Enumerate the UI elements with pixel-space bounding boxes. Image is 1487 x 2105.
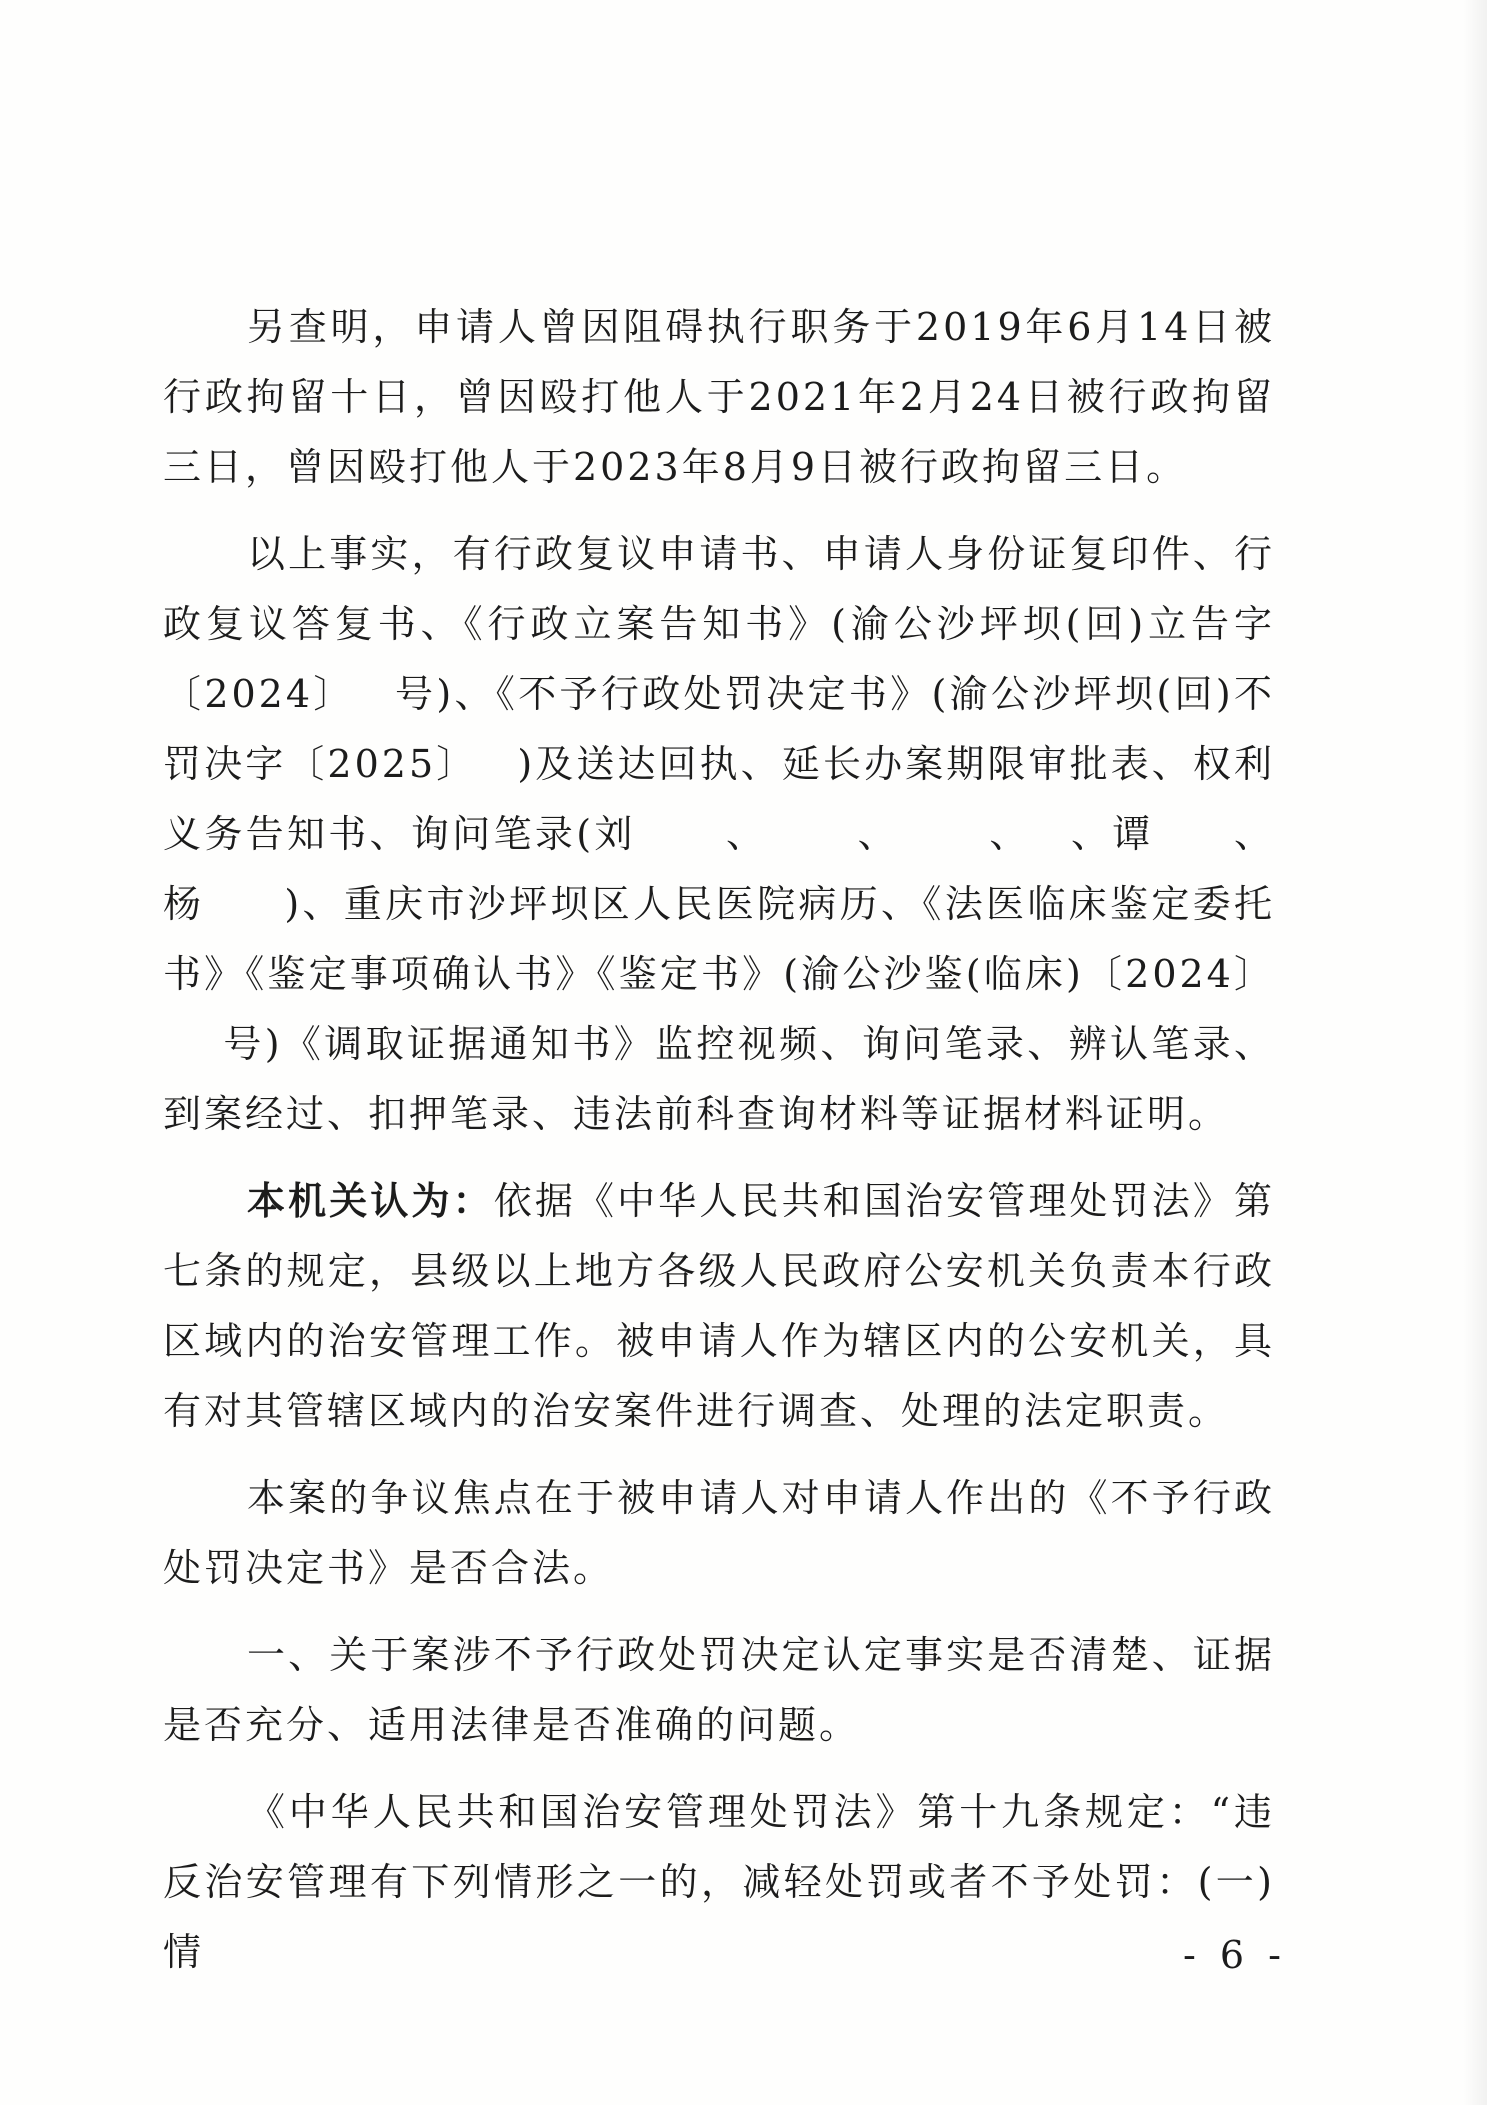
paragraph-evidence-list — [163, 519, 1275, 1149]
document-body — [163, 292, 1275, 2004]
redacted-area — [163, 1024, 223, 1072]
evidence-text-part: )、重庆市沙坪坝区人民医院病历、《法医临床鉴定委托书》《鉴定事项确认书》《鉴定书》(渝公沙鉴(临床)〔2024〕 — [163, 882, 1275, 996]
redacted-area — [477, 744, 517, 792]
evidence-text-part: 号)、《不予行政处罚决定书》(渝公沙坪坝(回)不罚决字〔2025〕 — [163, 672, 1275, 786]
paragraph-law-citation: 《中华人民共和国治安管理处罚法》第十九条规定：“违反治安管理有下列情形之一的，减轻处罚或者不予处罚：(一)情 — [163, 1790, 1275, 1974]
evidence-text-part: 、谭 — [1070, 812, 1154, 856]
redacted-area — [355, 674, 395, 722]
evidence-text-part: 、 — [989, 812, 1031, 856]
evidence-text-part: 、 — [857, 812, 900, 856]
paragraph-section-one: 一、关于案涉不予行政处罚决定认定事实是否清楚、证据是否充分、适用法律是否准确的问题。 — [163, 1633, 1275, 1747]
evidence-text-part: 、杨 — [163, 812, 1275, 926]
paragraph-prior-record: 另查明，申请人曾因阻碍执行职务于2019年6月14日被行政拘留十日，曾因殴打他人于2021年2月24日被行政拘留三日，曾因殴打他人于2023年8月9日被行政拘留三日。 — [163, 305, 1275, 489]
redacted-area — [1154, 814, 1234, 862]
paragraph-dispute-focus: 本案的争议焦点在于被申请人对申请人作出的《不予行政处罚决定书》是否合法。 — [163, 1476, 1275, 1590]
redacted-area — [636, 814, 726, 862]
redacted-area — [204, 884, 284, 932]
redacted-area — [899, 814, 989, 862]
redacted-area — [767, 814, 857, 862]
scan-edge-shadow — [1463, 0, 1487, 2105]
evidence-text-part: )及送达回执、延长办案期限审批表、权利义务告知书、询问笔录(刘 — [163, 742, 1275, 856]
evidence-text-part: 以上事实，有行政复议申请书、申请人身份证复印件、行政复议答复书、《行政立案告知书》(渝公沙坪坝(回)立告字〔2024〕 — [163, 532, 1275, 716]
page-number: - 6 - — [1182, 1933, 1287, 1977]
paragraph-agency-opinion — [163, 1166, 1275, 1446]
agency-opinion-lead: 本机关认为： — [247, 1178, 494, 1223]
evidence-text-part: 、 — [725, 812, 768, 856]
evidence-text-part: 号)《调取证据通知书》监控视频、询问笔录、辨认笔录、到案经过、扣押笔录、违法前科查询材料等证据材料证明。 — [163, 1022, 1275, 1136]
agency-opinion-text: 依据《中华人民共和国治安管理处罚法》第七条的规定，县级以上地方各级人民政府公安机关负责本行政区域内的治安管理工作。被申请人作为辖区内的公安机关，具有对其管辖区域内的治安案件进行调查、处理的法定职责。 — [163, 1179, 1275, 1433]
redacted-area — [1031, 814, 1071, 862]
